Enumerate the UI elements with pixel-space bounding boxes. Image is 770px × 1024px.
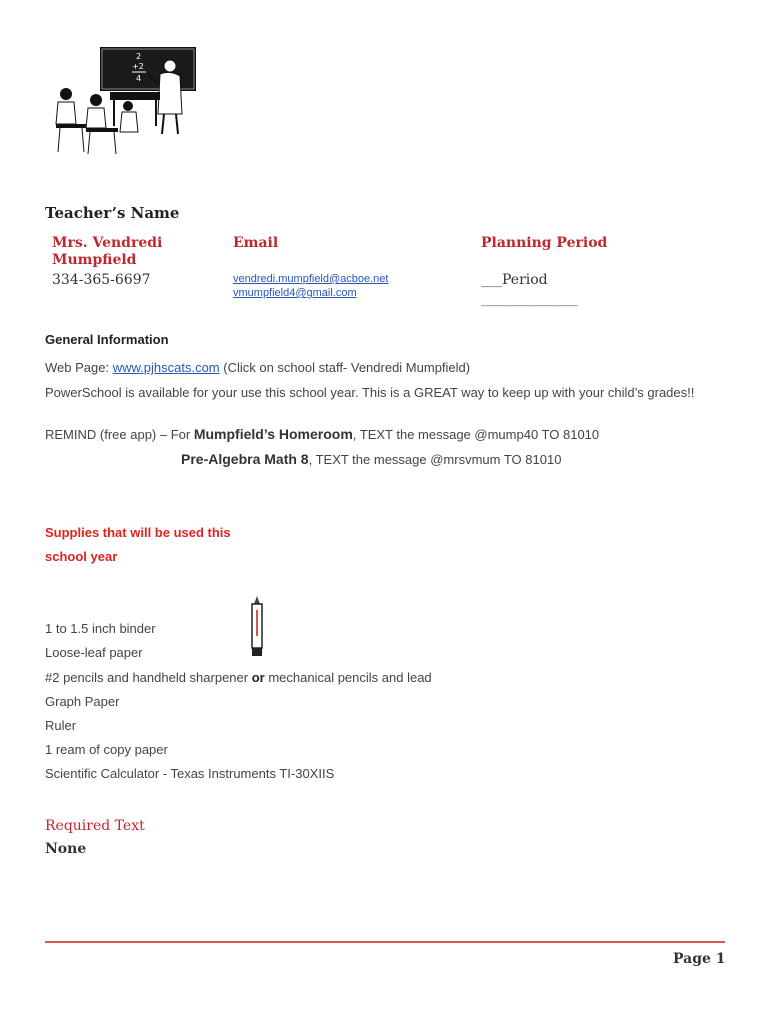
email-link-gmail[interactable]: vmumpfield4@gmail.com bbox=[233, 287, 357, 299]
web-page-line bbox=[45, 360, 470, 375]
web-page-prefix: Web Page: bbox=[45, 360, 113, 375]
web-page-link[interactable]: www.pjhscats.com bbox=[112, 360, 220, 375]
board-number-2: +2 bbox=[132, 62, 144, 71]
supply-item: Graph Paper bbox=[45, 694, 120, 709]
teacher-name: Mrs. Vendredi Mumpfield bbox=[52, 235, 163, 268]
teachers-name-heading: Teacher’s Name bbox=[45, 204, 180, 222]
supply-item: 1 ream of copy paper bbox=[45, 742, 168, 757]
planning-period-heading: Planning Period bbox=[481, 235, 608, 251]
prealgebra-class: Pre-Algebra Math 8 bbox=[181, 451, 309, 467]
supply-item: Loose-leaf paper bbox=[45, 645, 143, 660]
supplies-heading-line2: school year bbox=[45, 549, 118, 564]
period-underline: ________________ bbox=[481, 291, 577, 307]
remind-prefix: REMIND (free app) – For bbox=[45, 427, 194, 442]
required-text-value: None bbox=[45, 841, 87, 857]
powerschool-text: PowerSchool is available for your use this school year. This is a GREAT way to keep up with your child’s grades!! bbox=[45, 385, 695, 400]
supply-pencils-suffix: mechanical pencils and lead bbox=[264, 670, 432, 685]
web-page-suffix: (Click on school staff- Vendredi Mumpfield) bbox=[219, 360, 471, 375]
classroom-clipart bbox=[52, 44, 198, 160]
supply-item: Ruler bbox=[45, 718, 77, 733]
supply-item-pencils bbox=[45, 670, 432, 685]
remind-line bbox=[45, 426, 599, 442]
supply-pencils-or: or bbox=[251, 670, 265, 685]
board-number-3: 4 bbox=[136, 74, 142, 83]
email-heading: Email bbox=[233, 235, 279, 251]
required-text-heading: Required Text bbox=[45, 818, 145, 834]
email-link-school[interactable]: vendredi.mumpfield@acboe.net bbox=[233, 273, 389, 285]
prealgebra-line bbox=[181, 451, 561, 467]
supplies-heading-line1: Supplies that will be used this bbox=[45, 525, 231, 540]
teacher-phone: 334-365-6697 bbox=[52, 272, 151, 288]
footer-divider bbox=[45, 941, 725, 943]
period-value: ___Period bbox=[481, 272, 548, 288]
supply-item: Scientific Calculator - Texas Instruments TI-30XIIS bbox=[45, 766, 335, 781]
remind-homeroom: Mumpfield’s Homeroom bbox=[193, 426, 353, 442]
pencil-icon bbox=[250, 596, 264, 658]
prealgebra-suffix: , TEXT the message @mrsvmum TO 81010 bbox=[308, 452, 562, 467]
page-number: Page 1 bbox=[673, 951, 726, 967]
general-info-heading: General Information bbox=[45, 332, 169, 347]
supply-item: 1 to 1.5 inch binder bbox=[45, 621, 156, 636]
supply-pencils-text: #2 pencils and handheld sharpener bbox=[45, 670, 252, 685]
remind-suffix: , TEXT the message @mump40 TO 81010 bbox=[352, 427, 600, 442]
board-number-1: 2 bbox=[136, 52, 142, 61]
